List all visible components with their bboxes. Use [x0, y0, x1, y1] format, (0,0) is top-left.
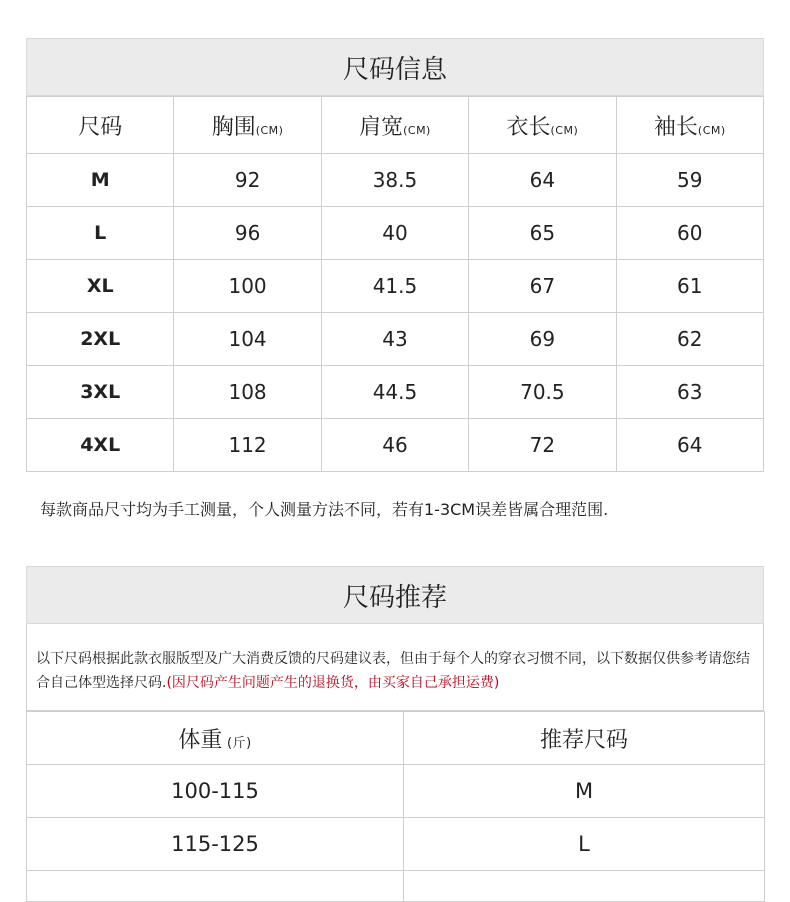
measurement-note: 每款商品尺寸均为手工测量，个人测量方法不同，若有1-3CM误差皆属合理范围. — [40, 500, 609, 519]
size-table — [26, 96, 764, 472]
recommended-size-cell: L — [404, 818, 765, 871]
length-cell: 72 — [469, 419, 616, 472]
table-row — [27, 419, 764, 472]
shoulder-cell: 38.5 — [321, 154, 468, 207]
sleeve-cell: 62 — [616, 313, 763, 366]
shoulder-cell: 46 — [321, 419, 468, 472]
weight-cell: 100-115 — [27, 765, 404, 818]
sleeve-cell: 59 — [616, 154, 763, 207]
recommendation-table — [26, 711, 765, 902]
length-cell: 64 — [469, 154, 616, 207]
sleeve-cell: 64 — [616, 419, 763, 472]
length-cell: 67 — [469, 260, 616, 313]
header-shoulder: 肩宽(CM) — [321, 97, 468, 154]
sleeve-cell: 60 — [616, 207, 763, 260]
recommended-size-cell — [404, 871, 765, 902]
size-table-header — [27, 97, 764, 154]
shoulder-cell: 43 — [321, 313, 468, 366]
size-cell: 2XL — [27, 313, 174, 366]
shoulder-cell: 41.5 — [321, 260, 468, 313]
header-recommended-size: 推荐尺码 — [404, 712, 765, 765]
chest-cell: 92 — [174, 154, 321, 207]
length-cell: 65 — [469, 207, 616, 260]
header-chest: 胸围(CM) — [174, 97, 321, 154]
length-cell: 69 — [469, 313, 616, 366]
table-row — [27, 818, 765, 871]
shoulder-cell: 40 — [321, 207, 468, 260]
table-row — [27, 871, 765, 902]
size-recommendation-section — [26, 566, 764, 902]
shoulder-cell: 44.5 — [321, 366, 468, 419]
table-row — [27, 765, 765, 818]
chest-cell: 108 — [174, 366, 321, 419]
table-row — [27, 154, 764, 207]
length-cell: 70.5 — [469, 366, 616, 419]
size-cell: L — [27, 207, 174, 260]
size-cell: 3XL — [27, 366, 174, 419]
weight-cell: 115-125 — [27, 818, 404, 871]
table-row — [27, 366, 764, 419]
size-cell: XL — [27, 260, 174, 313]
table-row — [27, 313, 764, 366]
return-policy-warning: (因尺码产生问题产生的退换货，由买家自己承担运费) — [166, 675, 500, 691]
chest-cell: 112 — [174, 419, 321, 472]
sleeve-cell: 61 — [616, 260, 763, 313]
recommendation-title: 尺码推荐 — [26, 566, 764, 624]
header-length: 衣长(CM) — [469, 97, 616, 154]
size-info-section — [26, 38, 764, 472]
table-row — [27, 260, 764, 313]
recommendation-table-header — [27, 712, 765, 765]
header-size: 尺码 — [27, 97, 174, 154]
table-row — [27, 207, 764, 260]
size-info-title: 尺码信息 — [26, 38, 764, 96]
header-sleeve: 袖长(CM) — [616, 97, 763, 154]
chest-cell: 96 — [174, 207, 321, 260]
recommendation-description — [26, 624, 764, 711]
size-cell: M — [27, 154, 174, 207]
recommended-size-cell: M — [404, 765, 765, 818]
sleeve-cell: 63 — [616, 366, 763, 419]
size-cell: 4XL — [27, 419, 174, 472]
chest-cell: 100 — [174, 260, 321, 313]
header-weight: 体重 (斤) — [27, 712, 404, 765]
weight-cell — [27, 871, 404, 902]
description-text: 以下尺码根据此款衣服版型及广大消费反馈的尺码建议表，但由于每个人的穿衣习惯不同，以下数据仅供参考请您结合自己体型选择尺码. — [36, 651, 750, 691]
chest-cell: 104 — [174, 313, 321, 366]
